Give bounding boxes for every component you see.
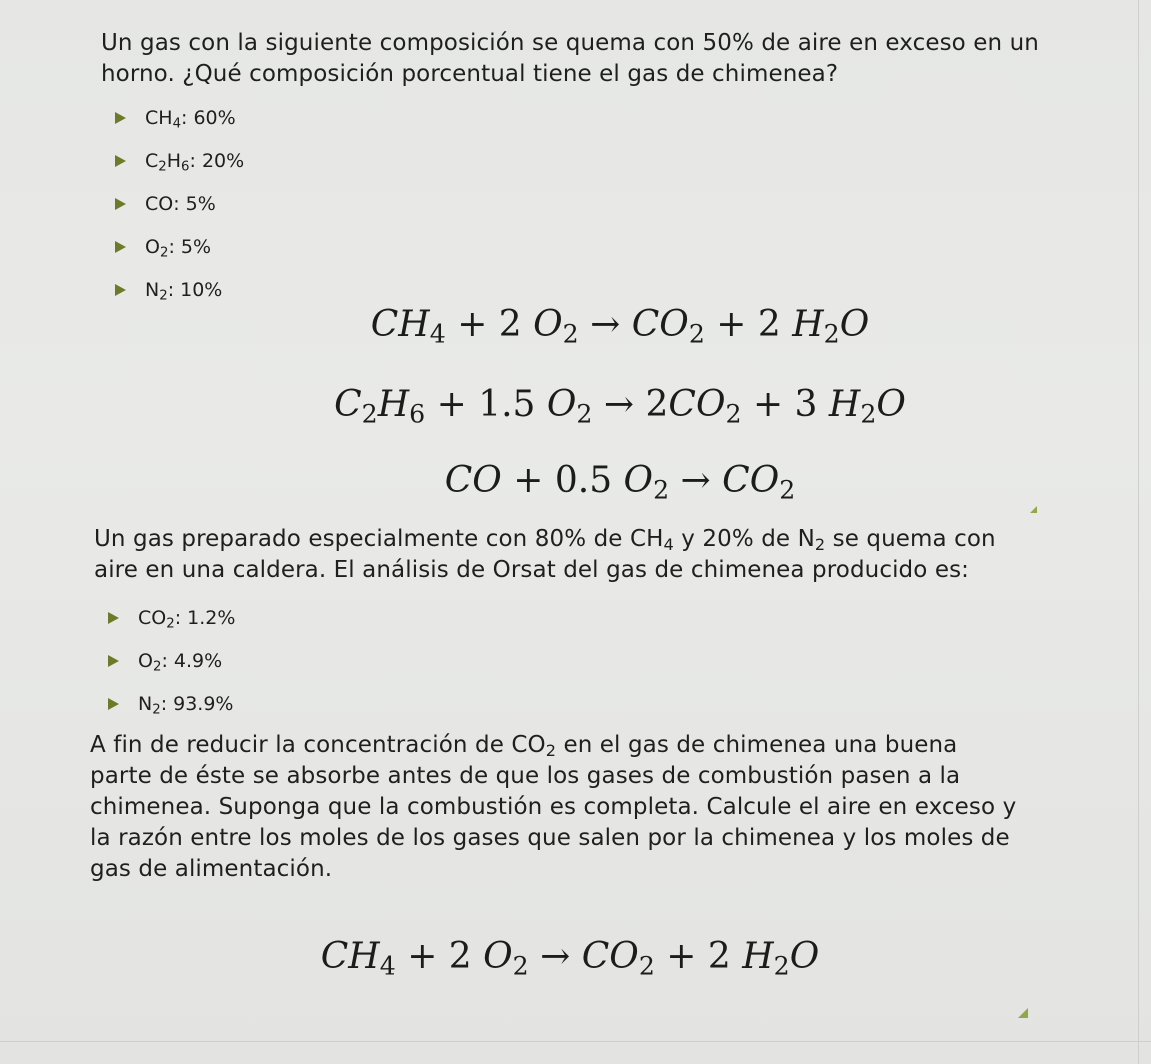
problem2-intro: Un gas preparado especialmente con 80% de $CH_4$ y 20% de $N_2$ se quema con aire en una caldera. El análisis de Orsat del gas de chimenea producido es:: [94, 526, 996, 583]
component-value: : 93.9%: [160, 692, 234, 715]
bullet-arrow-icon: [108, 698, 119, 710]
component-label: $CO_2$: [138, 606, 175, 631]
list-item: [108, 639, 235, 682]
problem2-orsat-list: [108, 596, 235, 725]
component-value: : 1.2%: [174, 606, 236, 629]
bullet-arrow-icon: [108, 612, 119, 624]
component-value: : 5%: [173, 192, 216, 215]
component-label: $N_2$: [145, 278, 168, 303]
list-item: [108, 682, 235, 725]
component-value: : 4.9%: [161, 649, 223, 672]
equation-co-combustion: CO + 0.5 $O_2 \to CO_2$: [444, 460, 796, 505]
list-item: [108, 596, 235, 639]
component-value: : 60%: [181, 106, 236, 129]
bottom-divider: [0, 1041, 1151, 1042]
equation-methane-combustion-2: $CH_4 + 2$ $O_2 \to CO_2 + 2$ $H_2O$: [320, 936, 820, 981]
component-label: $N_2$: [138, 692, 161, 717]
component-label: $C_2H_6$: [145, 149, 190, 174]
bullet-arrow-icon: [115, 198, 126, 210]
bullet-arrow-icon: [115, 155, 126, 167]
bullet-arrow-icon: [115, 112, 126, 124]
component-value: : 5%: [168, 235, 212, 258]
list-item: [115, 139, 244, 182]
corner-mark-icon: [1018, 1008, 1028, 1018]
equation-ethane-combustion: $C_2H_6 + 1.5$ $O_2 \to 2CO_2 + 3$ $H_2O$: [334, 384, 906, 429]
component-label: $O_2$: [145, 235, 169, 260]
component-value: : 10%: [167, 278, 223, 301]
problem2-question: A fin de reducir la concentración de $CO_2$ en el gas de chimenea una buena parte de éste se absorbe antes de que los gases de combustión pasen a la chimenea. Suponga que la combustión es completa. Calcule el aire en exceso y la razón entre los moles de los gases que salen por la chimenea y los moles de gas de alimentación.: [90, 732, 1017, 882]
bullet-arrow-icon: [108, 655, 119, 667]
component-label: CO: [145, 192, 174, 215]
bullet-arrow-icon: [115, 284, 126, 296]
problem1-statement: Un gas con la siguiente composición se quema con 50% de aire en exceso en un horno. ¿Qué composición porcentual tiene el gas de chimenea?: [101, 30, 1039, 87]
bullet-arrow-icon: [115, 241, 126, 253]
component-label: $CH_4$: [145, 106, 182, 131]
component-label: $O_2$: [138, 649, 162, 674]
list-item: [115, 182, 244, 225]
page-edge-divider: [1138, 0, 1139, 1064]
component-value: : 20%: [189, 149, 245, 172]
problem1-composition-list: [115, 96, 244, 311]
list-item: [115, 225, 244, 268]
equation-methane-combustion: $CH_4 + 2$ $O_2 \to CO_2 + 2$ $H_2O$: [370, 304, 870, 349]
list-item: [115, 268, 244, 311]
list-item: [115, 96, 244, 139]
corner-mark-icon: [1030, 506, 1037, 513]
